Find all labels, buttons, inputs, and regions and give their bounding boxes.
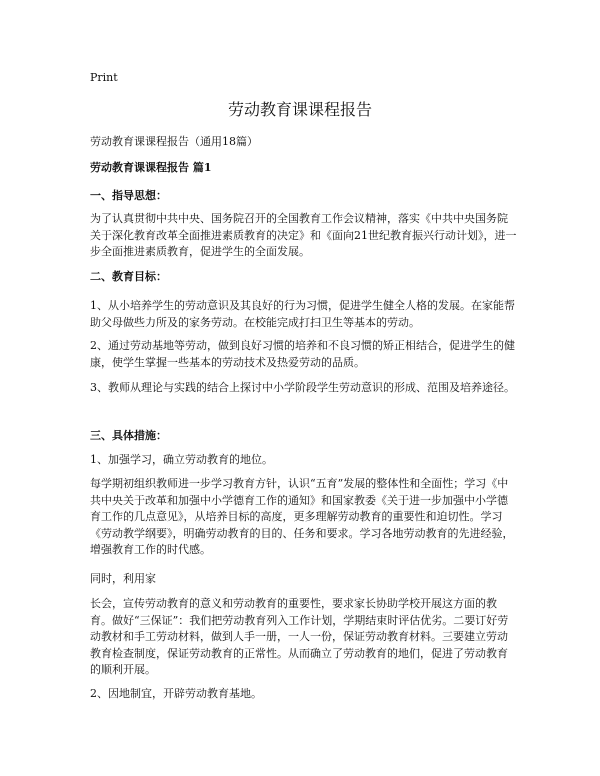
paragraph-goal-1: 1、从小培养学生的劳动意识及其良好的行为习惯，促进学生健全人格的发展。在家能帮助父母做些力所及的家务劳动。在校能完成打扫卫生等基本的劳动。 xyxy=(90,299,515,329)
paragraph-family-intro: 同时，利用家 xyxy=(90,572,156,585)
heading-education-goals: 二、教育目标： xyxy=(90,270,167,283)
paragraph-parent-meeting: 长会，宣传劳动教育的意义和劳动教育的重要性，要求家长协助学校开展这方面的教育。做好“三保证”：我们把劳动教育列入工作计划，学期结束时评估优劣。二要订好劳动教材和手工劳动材料，做到人手一册，一人一份，保证劳动教育材料。三要建立劳动教育检查制度，保证劳动教育的正常性。从而确立了劳动教育的地们，促进了劳动教育的顺利开展。 xyxy=(90,597,509,676)
heading-guiding-ideology: 一、指导思想： xyxy=(90,189,167,202)
section-title: 劳动教育课课程报告 篇1 xyxy=(90,161,212,174)
paragraph-goal-2: 2、通过劳动基地等劳动，做到良好习惯的培养和不良习惯的矫正相结合，促进学生的健康，使学生掌握一些基本的劳动技术及热爱劳动的品质。 xyxy=(90,339,515,369)
document-subtitle: 劳动教育课课程报告（通用18篇） xyxy=(90,135,258,148)
paragraph-measure-2: 2、因地制宜，开辟劳动教育基地。 xyxy=(90,687,262,700)
print-label: Print xyxy=(90,71,118,84)
heading-specific-measures: 三、具体措施： xyxy=(90,429,167,442)
page-title: 劳动教育课课程报告 xyxy=(227,100,372,119)
paragraph-guiding-ideology: 为了认真贯彻中共中央、国务院召开的全国教育工作会议精神，落实《中共中央国务院关于深化教育改革全面推进素质教育的决定》和《面向21世纪教育振兴行动计划》，进一步全面推进素质教育，促进学生的全面发展。 xyxy=(90,212,517,258)
paragraph-goal-3: 3、教师从理论与实践的结合上探讨中小学阶段学生劳动意识的形成、范围及培养途径。 xyxy=(90,381,515,394)
paragraph-study-details: 每学期初组织教师进一步学习教育方针，认识“五育”发展的整体性和全面性；学习《中共中央关于改革和加强中小学德育工作的通知》和国家教委《关于进一步加强中小学德育工作的几点意见》，从培养目标的高度，更多理解劳动教育的重要性和迫切性。学习《劳动教学纲要》，明确劳动教育的目的、任务和要求。学习各地劳动教育的先进经验，增强教育工作的时代感。 xyxy=(90,477,514,556)
paragraph-measure-1: 1、加强学习，确立劳动教育的地位。 xyxy=(90,453,273,466)
